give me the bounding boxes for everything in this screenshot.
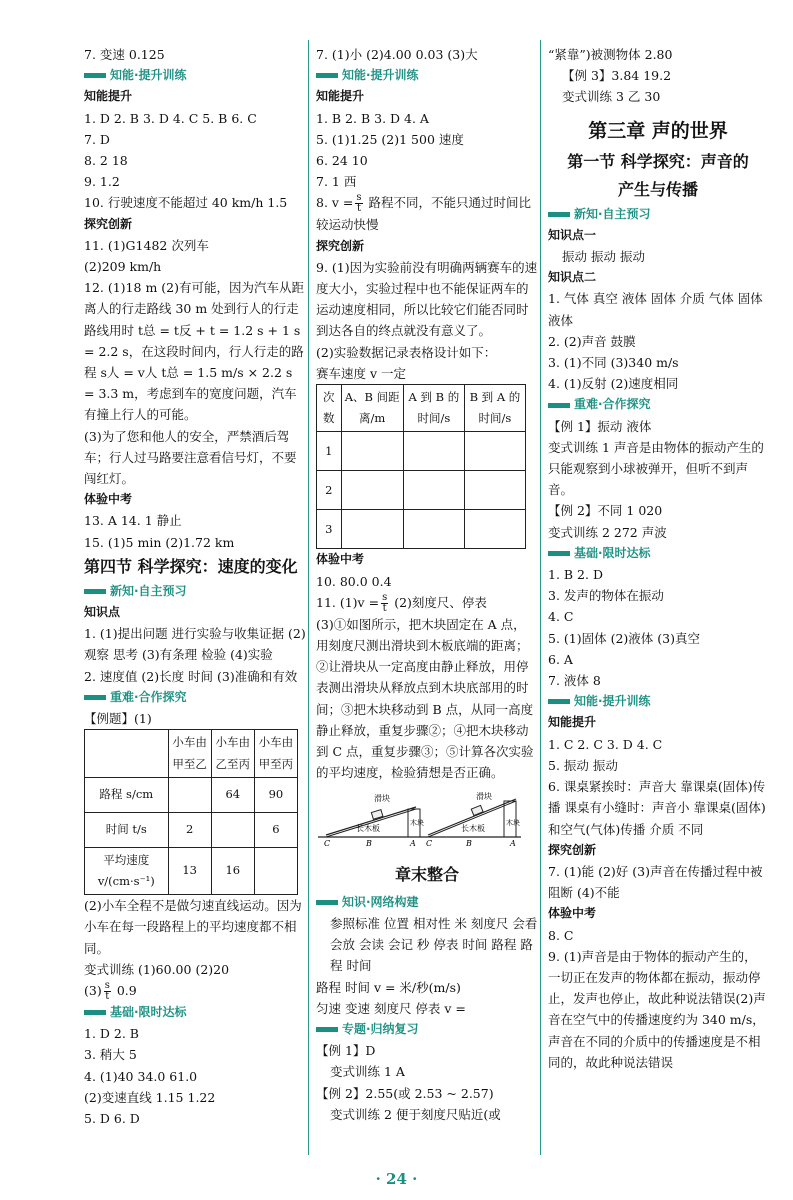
table-cell: 小车由甲至丙 bbox=[254, 730, 297, 777]
answer-line: 【例 1】D bbox=[316, 1043, 376, 1059]
banner-bar bbox=[548, 212, 570, 217]
answer-line: 3. 发声的物体在振动 bbox=[548, 588, 664, 604]
table-header-row bbox=[85, 730, 298, 777]
subheading: 知识点 bbox=[84, 605, 121, 620]
answer-line: 11. (1)G1482 次列车 bbox=[84, 237, 209, 253]
answer-line: 10. 80.0 0.4 bbox=[316, 573, 392, 589]
figure-label: 滑块 bbox=[476, 792, 492, 802]
answer-column-3 bbox=[548, 44, 768, 1073]
subheading: 知识点二 bbox=[548, 270, 597, 285]
answer-line: 5. (1)固体 (2)液体 (3)真空 bbox=[548, 630, 700, 646]
answer-line: 变式训练 (1)60.00 (2)20 bbox=[84, 961, 230, 977]
banner-bar bbox=[548, 551, 570, 556]
answer-paragraph: 9. (1)声音是由于物体的振动产生的，一切正在发声的物体都在振动，振动停止，发声也停止，故此种说法错误(2)声音在空气中的传播速度约为 340 m/s，声音在不同的介质中的传播速度是不相同的，故此种说法错误 bbox=[548, 948, 766, 1070]
section-banner: 知能·提升训练 bbox=[548, 691, 768, 712]
section-title: 第一节 科学探究：声音的 bbox=[567, 151, 749, 171]
answer-line: 15. (1)5 min (2)1.72 km bbox=[84, 534, 235, 550]
answer-line: 8. 2 18 bbox=[84, 153, 128, 169]
answer-line: 变式训练 3 乙 30 bbox=[562, 89, 661, 105]
table-cell bbox=[254, 847, 297, 894]
section-banner: 重难·合作探究 bbox=[548, 394, 768, 415]
answer-paragraph: 变式训练 1 声音是由物体的振动产生的 只能观察到小球被弹开，但听不到声音。 bbox=[548, 439, 764, 498]
answer-paragraph: (2)小车全程不是做匀速直线运动。因为小车在每一段路程上的平均速度都不相同。 bbox=[84, 898, 302, 956]
table-cell bbox=[168, 777, 211, 812]
table-cell: 1 bbox=[317, 432, 342, 471]
section-banner: 新知·自主预习 bbox=[548, 204, 768, 225]
subheading: 知识点一 bbox=[548, 227, 597, 242]
answer-line: 7. 变速 0.125 bbox=[84, 47, 165, 62]
banner-bar bbox=[316, 1027, 338, 1032]
subheading: 探究创新 bbox=[84, 216, 133, 231]
fraction: $\frac{s}{t}$ bbox=[104, 979, 110, 1002]
table-row bbox=[317, 432, 526, 471]
answer-line: 1. B 2. D bbox=[548, 567, 603, 583]
table-cell: 16 bbox=[211, 847, 254, 894]
table-cell: 小车由甲至乙 bbox=[168, 730, 211, 777]
answer-line: 1. C 2. C 3. D 4. C bbox=[548, 736, 663, 752]
svg-text:A: A bbox=[510, 839, 516, 848]
answer-paragraph: 赛车速度 v 一定 bbox=[316, 365, 407, 381]
answer-line: 路程 时间 v = 米/秒(m/s) bbox=[316, 979, 461, 995]
answer-paragraph: 1. (1)提出问题 进行实验与收集证据 (2)观察 思考 (3)有条理 检验 (4)实验 bbox=[84, 626, 306, 663]
subheading: 知能提升 bbox=[548, 715, 597, 730]
incline-experiment-figure bbox=[316, 789, 526, 847]
banner-bar bbox=[316, 900, 338, 905]
table-cell: 2 bbox=[168, 812, 211, 847]
answer-paragraph: 8. v = $\frac{s}{t}$ 路程不同，不能只通过时间比较运动快慢 bbox=[316, 192, 532, 233]
section-title-continued: 产生与传播 bbox=[617, 179, 698, 199]
section-banner: 知识·网络构建 bbox=[316, 892, 538, 913]
answer-paragraph: 6. 课桌紧挨时：声音大 靠课桌(固体)传播 课桌有小缝时：声音小 靠课桌(固体)和空气(气体)传播 介质 不同 bbox=[548, 779, 766, 837]
section-banner: 专题·归纳复习 bbox=[316, 1019, 538, 1040]
column-divider-2 bbox=[540, 40, 541, 1155]
answer-line: 【例 1】振动 液体 bbox=[548, 418, 652, 434]
table-cell: B 到 A 的时间/s bbox=[464, 385, 525, 432]
answer-line: “紧靠”)被测物体 2.80 bbox=[548, 47, 673, 62]
answer-column-2 bbox=[316, 44, 538, 1125]
section-title: 第四节 科学探究：速度的变化 bbox=[84, 556, 298, 576]
subheading: 探究创新 bbox=[548, 842, 597, 857]
answer-paragraph: 9. (1)因为实验前没有明确两辆赛车的速度大小，实验过程中也不能保证两车的运动速度相同，所以比较它们能否同时到达各自的终点就没有意义了。 bbox=[316, 259, 538, 339]
column-divider-1 bbox=[308, 40, 309, 1155]
subheading: 体验中考 bbox=[316, 552, 365, 567]
answer-line: 2. (2)声音 鼓膜 bbox=[548, 333, 636, 349]
answer-line: 13. A 14. 1 静止 bbox=[84, 513, 182, 529]
answer-line: 10. 行驶速度不能超过 40 km/h 1.5 bbox=[84, 195, 288, 211]
answer-line: 4. (1)40 34.0 61.0 bbox=[84, 1068, 198, 1084]
answer-paragraph: 参照标准 位置 相对性 米 刻度尺 会看 会放 会读 会记 秒 停表 时间 路程 路程 时间 bbox=[330, 915, 538, 974]
answer-line: 1. D 2. B bbox=[84, 1026, 139, 1042]
answer-line: 5. D 6. D bbox=[84, 1110, 140, 1126]
answer-line: 8. C bbox=[548, 927, 574, 943]
speed-data-table bbox=[84, 729, 298, 895]
svg-text:B: B bbox=[366, 839, 372, 848]
answer-paragraph: 1. 气体 真空 液体 固体 介质 气体 固体 液体 bbox=[548, 291, 763, 328]
fraction: $\frac{s}{t}$ bbox=[356, 192, 362, 215]
table-row bbox=[85, 812, 298, 847]
table-cell bbox=[403, 432, 464, 471]
answer-paragraph: 12. (1)18 m (2)有可能，因为汽车从距离人的行走路线 30 m 处到行人的行走路线用时 t总 = t反 + t = 1.2 s + 1 s = 2.2 s，在这段时间内，行人行走的路程 s人 = v人 t总 = 1.5 m/s × 2.2 s = 3.3 m，考虑到车的宽度问题，汽车有撞上行人的可能。 bbox=[84, 280, 304, 423]
table-row bbox=[317, 510, 526, 549]
svg-text:B: B bbox=[466, 839, 472, 848]
subheading: 知能提升 bbox=[84, 89, 133, 104]
answer-line: 变式训练 2 272 声波 bbox=[548, 524, 667, 540]
figure-label: 长木板 bbox=[461, 824, 485, 834]
banner-bar bbox=[84, 589, 106, 594]
figure-label: 滑块 bbox=[374, 794, 390, 804]
answer-line: 7. (1)小 (2)4.00 0.03 (3)大 bbox=[316, 47, 478, 62]
table-cell bbox=[341, 510, 403, 549]
table-cell bbox=[464, 432, 525, 471]
answer-paragraph: 2. 速度值 (2)长度 时间 (3)准确和有效 bbox=[84, 668, 298, 684]
answer-line: 7. 液体 8 bbox=[548, 673, 601, 689]
answer-line: (2)209 km/h bbox=[84, 259, 162, 275]
svg-text:A: A bbox=[410, 839, 416, 848]
page-number: · 24 · bbox=[375, 1170, 418, 1188]
table-cell bbox=[85, 730, 169, 777]
table-cell bbox=[403, 510, 464, 549]
table-cell: 64 bbox=[211, 777, 254, 812]
table-cell: 平均速度 v/(cm·s⁻¹) bbox=[85, 847, 169, 894]
answer-paragraph: (3)①如图所示，把木块固定在 A 点，用刻度尺测出滑块到木板底端的距离；②让滑块从一定高度由静止释放，用停表测出滑块从释放点到木块底部用的时间；③把木块移动到 B 点，从同一高度静止释放，重复步骤②；④把木块移动到 C 点，重复步骤③；⑤计算各次实验的平均速度，检验猜想是否正确。 bbox=[316, 616, 534, 781]
answer-line: 5. 振动 振动 bbox=[548, 757, 618, 773]
answer-line: 4. C bbox=[548, 609, 574, 625]
table-cell bbox=[464, 510, 525, 549]
answer-line: (2)变速直线 1.15 1.22 bbox=[84, 1089, 216, 1105]
svg-text:C: C bbox=[324, 839, 331, 848]
section-banner: 新知·自主预习 bbox=[84, 581, 306, 602]
answer-line: 【例 2】2.55(或 2.53 ~ 2.57) bbox=[316, 1085, 494, 1101]
section-banner: 重难·合作探究 bbox=[84, 687, 306, 708]
banner-bar bbox=[84, 1010, 106, 1015]
table-cell: 时间 t/s bbox=[85, 812, 169, 847]
race-record-table bbox=[316, 384, 526, 549]
answer-line: 【例 3】3.84 19.2 bbox=[562, 68, 672, 84]
table-cell bbox=[464, 471, 525, 510]
table-cell: A、B 间距离/m bbox=[341, 385, 403, 432]
table-row bbox=[317, 471, 526, 510]
section-banner: 知能·提升训练 bbox=[84, 65, 306, 86]
subheading: 体验中考 bbox=[548, 906, 597, 921]
table-cell: A 到 B 的时间/s bbox=[403, 385, 464, 432]
table-header-row bbox=[317, 385, 526, 432]
table-cell: 次数 bbox=[317, 385, 342, 432]
table-cell: 6 bbox=[254, 812, 297, 847]
answer-line: 5. (1)1.25 (2)1 500 速度 bbox=[316, 131, 464, 147]
answer-paragraph: (3)为了您和他人的安全，严禁酒后驾车；行人过马路要注意看信号灯，不要闯红灯。 bbox=[84, 428, 297, 487]
answer-line: 6. 24 10 bbox=[316, 153, 368, 169]
table-cell bbox=[341, 471, 403, 510]
answer-line: 4. (1)反射 (2)速度相同 bbox=[548, 376, 679, 392]
answer-line: 振动 振动 振动 bbox=[562, 249, 645, 265]
answer-column-1 bbox=[84, 44, 306, 1129]
answer-line: 变式训练 2 便于刻度尺贴近(或 bbox=[330, 1106, 501, 1122]
subheading: 知能提升 bbox=[316, 89, 365, 104]
answer-paragraph: (2)实验数据记录表格设计如下： bbox=[316, 344, 497, 360]
table-cell: 3 bbox=[317, 510, 342, 549]
table-row bbox=[85, 777, 298, 812]
answer-line: 3. (1)不同 (3)340 m/s bbox=[548, 355, 679, 371]
banner-bar bbox=[548, 699, 570, 704]
table-cell: 2 bbox=[317, 471, 342, 510]
answer-line: 变式训练 1 A bbox=[330, 1064, 405, 1080]
answer-line: 匀速 变速 刻度尺 停表 v = bbox=[316, 1000, 466, 1016]
table-cell: 路程 s/cm bbox=[85, 777, 169, 812]
table-cell bbox=[403, 471, 464, 510]
answer-paragraph: 7. (1)能 (2)好 (3)声音在传播过程中被阻断 (4)不能 bbox=[548, 863, 763, 901]
table-cell: 小车由乙至丙 bbox=[211, 730, 254, 777]
table-cell: 13 bbox=[168, 847, 211, 894]
answer-line: 11. (1)v = $\frac{s}{t}$ (2)刻度尺、停表 bbox=[316, 591, 487, 614]
banner-bar bbox=[84, 73, 106, 78]
table-cell: 90 bbox=[254, 777, 297, 812]
answer-line: 7. D bbox=[84, 131, 110, 147]
figure-label: 木块 bbox=[506, 819, 520, 828]
table-cell bbox=[341, 432, 403, 471]
figure-label: 木块 bbox=[410, 819, 424, 828]
section-banner: 基础·限时达标 bbox=[84, 1002, 306, 1023]
answer-line: 3. 稍大 5 bbox=[84, 1047, 137, 1063]
answer-line: 【例题】(1) bbox=[84, 711, 152, 727]
answer-line: 6. A bbox=[548, 651, 573, 667]
svg-text:C: C bbox=[426, 839, 433, 848]
fraction: $\frac{s}{t}$ bbox=[382, 591, 388, 614]
table-cell bbox=[211, 812, 254, 847]
banner-bar bbox=[548, 403, 570, 408]
answer-line: (3) $\frac{s}{t}$ 0.9 bbox=[84, 979, 137, 1002]
figure-label: 长木板 bbox=[356, 824, 380, 834]
answer-line: 1. D 2. B 3. D 4. C 5. B 6. C bbox=[84, 110, 257, 126]
answer-line: 9. 1.2 bbox=[84, 174, 120, 190]
section-banner: 知能·提升训练 bbox=[316, 65, 538, 86]
subheading: 体验中考 bbox=[84, 492, 133, 507]
banner-bar bbox=[84, 695, 106, 700]
banner-bar bbox=[316, 73, 338, 78]
section-banner: 基础·限时达标 bbox=[548, 543, 768, 564]
subheading: 探究创新 bbox=[316, 238, 365, 253]
table-row bbox=[85, 847, 298, 894]
chapter-summary-title: 章末整合 bbox=[394, 864, 459, 884]
answer-line: 【例 2】不同 1 020 bbox=[548, 503, 663, 519]
chapter-title: 第三章 声的世界 bbox=[588, 119, 728, 142]
answer-line: 7. 1 西 bbox=[316, 174, 357, 190]
answer-line: 1. B 2. B 3. D 4. A bbox=[316, 110, 429, 126]
